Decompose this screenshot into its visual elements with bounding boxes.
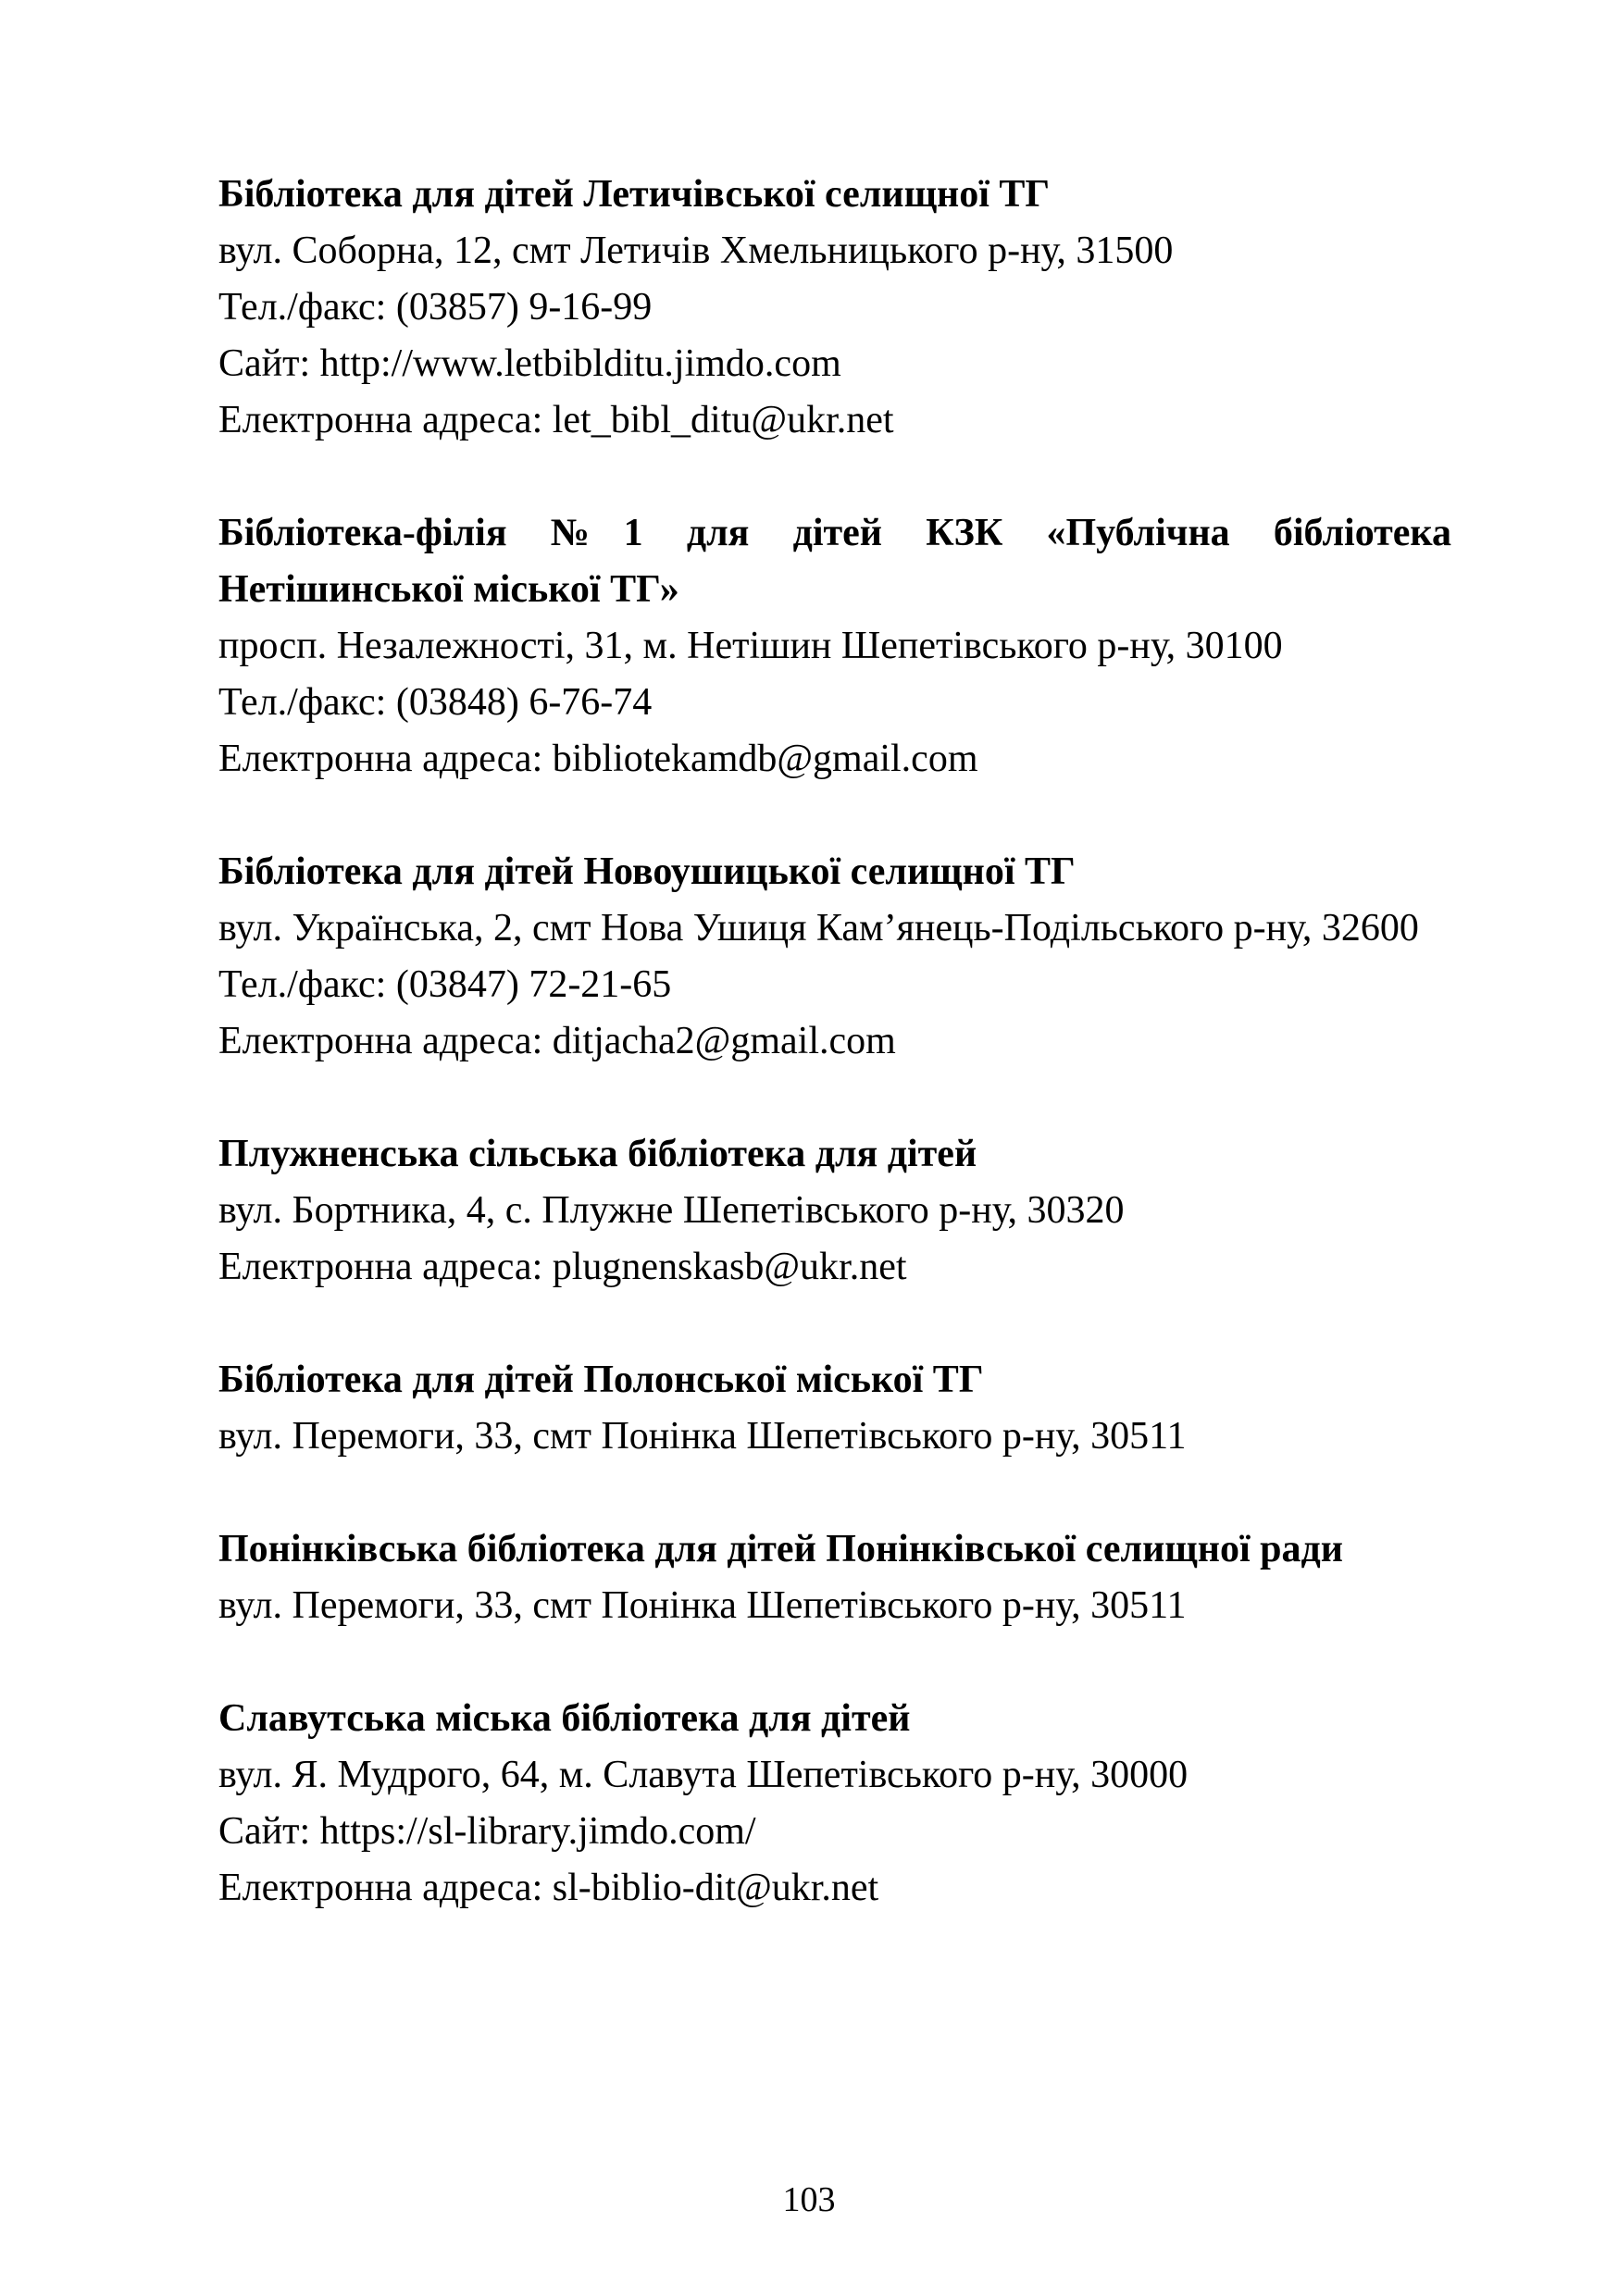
library-entry: [218, 505, 1451, 788]
library-address: вул. Перемоги, 33, смт Понінка Шепетівського р-ну, 30511: [218, 1584, 1187, 1627]
library-phone: Тел./факс: (03848) 6-76-74: [218, 681, 653, 724]
library-phone: Тел./факс: (03857) 9-16-99: [218, 286, 653, 329]
library-address: вул. Бортника, 4, с. Плужне Шепетівського р-ну, 30320: [218, 1189, 1125, 1232]
library-email: Електронна адреса: plugnenskasb@ukr.net: [218, 1246, 907, 1288]
library-name: Плужненська сільська бібліотека для дітей: [218, 1133, 977, 1175]
library-name: Бібліотека для дітей Летичівської селищної ТГ: [218, 173, 1051, 216]
library-name: Славутська міська бібліотека для дітей: [218, 1697, 911, 1740]
library-entry: [218, 1126, 1451, 1296]
library-address: вул. Соборна, 12, смт Летичів Хмельницького р-ну, 31500: [218, 230, 1174, 272]
library-entry: [218, 844, 1451, 1070]
library-website: Сайт: https://sl-library.jimdo.com/: [218, 1810, 756, 1853]
library-name: Бібліотека-філія №1 для дітей КЗК «Публічна бібліотека Нетішинської міської ТГ»: [218, 512, 1451, 611]
library-name: Бібліотека для дітей Полонської міської ТГ: [218, 1359, 984, 1401]
library-entry: [218, 1352, 1451, 1465]
page-number: 103: [782, 2180, 836, 2219]
library-entry: [218, 1691, 1451, 1917]
library-phone: Тел./факс: (03847) 72-21-65: [218, 963, 672, 1006]
library-email: Електронна адреса: bibliotekamdb@gmail.com: [218, 738, 978, 780]
library-email: Електронна адреса: let_bibl_ditu@ukr.net: [218, 399, 894, 441]
library-entry: [218, 167, 1451, 449]
library-email: Електронна адреса: ditjacha2@gmail.com: [218, 1020, 896, 1062]
library-address: вул. Я. Мудрого, 64, м. Славута Шепетівського р-ну, 30000: [218, 1754, 1189, 1796]
library-address: вул. Перемоги, 33, смт Понінка Шепетівського р-ну, 30511: [218, 1415, 1187, 1458]
library-directory: [218, 167, 1451, 1973]
library-address: просп. Незалежності, 31, м. Нетішин Шепетівського р-ну, 30100: [218, 625, 1283, 667]
library-entry: [218, 1521, 1451, 1634]
library-name: Понінківська бібліотека для дітей Понінківської селищної ради: [218, 1528, 1343, 1570]
library-address: вул. Українська, 2, смт Нова Ушиця Кам’янець-Подільського р-ну, 32600: [218, 907, 1419, 949]
library-email: Електронна адреса: sl-biblio-dit@ukr.net: [218, 1867, 879, 1909]
library-name: Бібліотека для дітей Новоушицької селищної ТГ: [218, 850, 1076, 893]
library-website: Сайт: http://www.letbiblditu.jimdo.com: [218, 342, 841, 385]
